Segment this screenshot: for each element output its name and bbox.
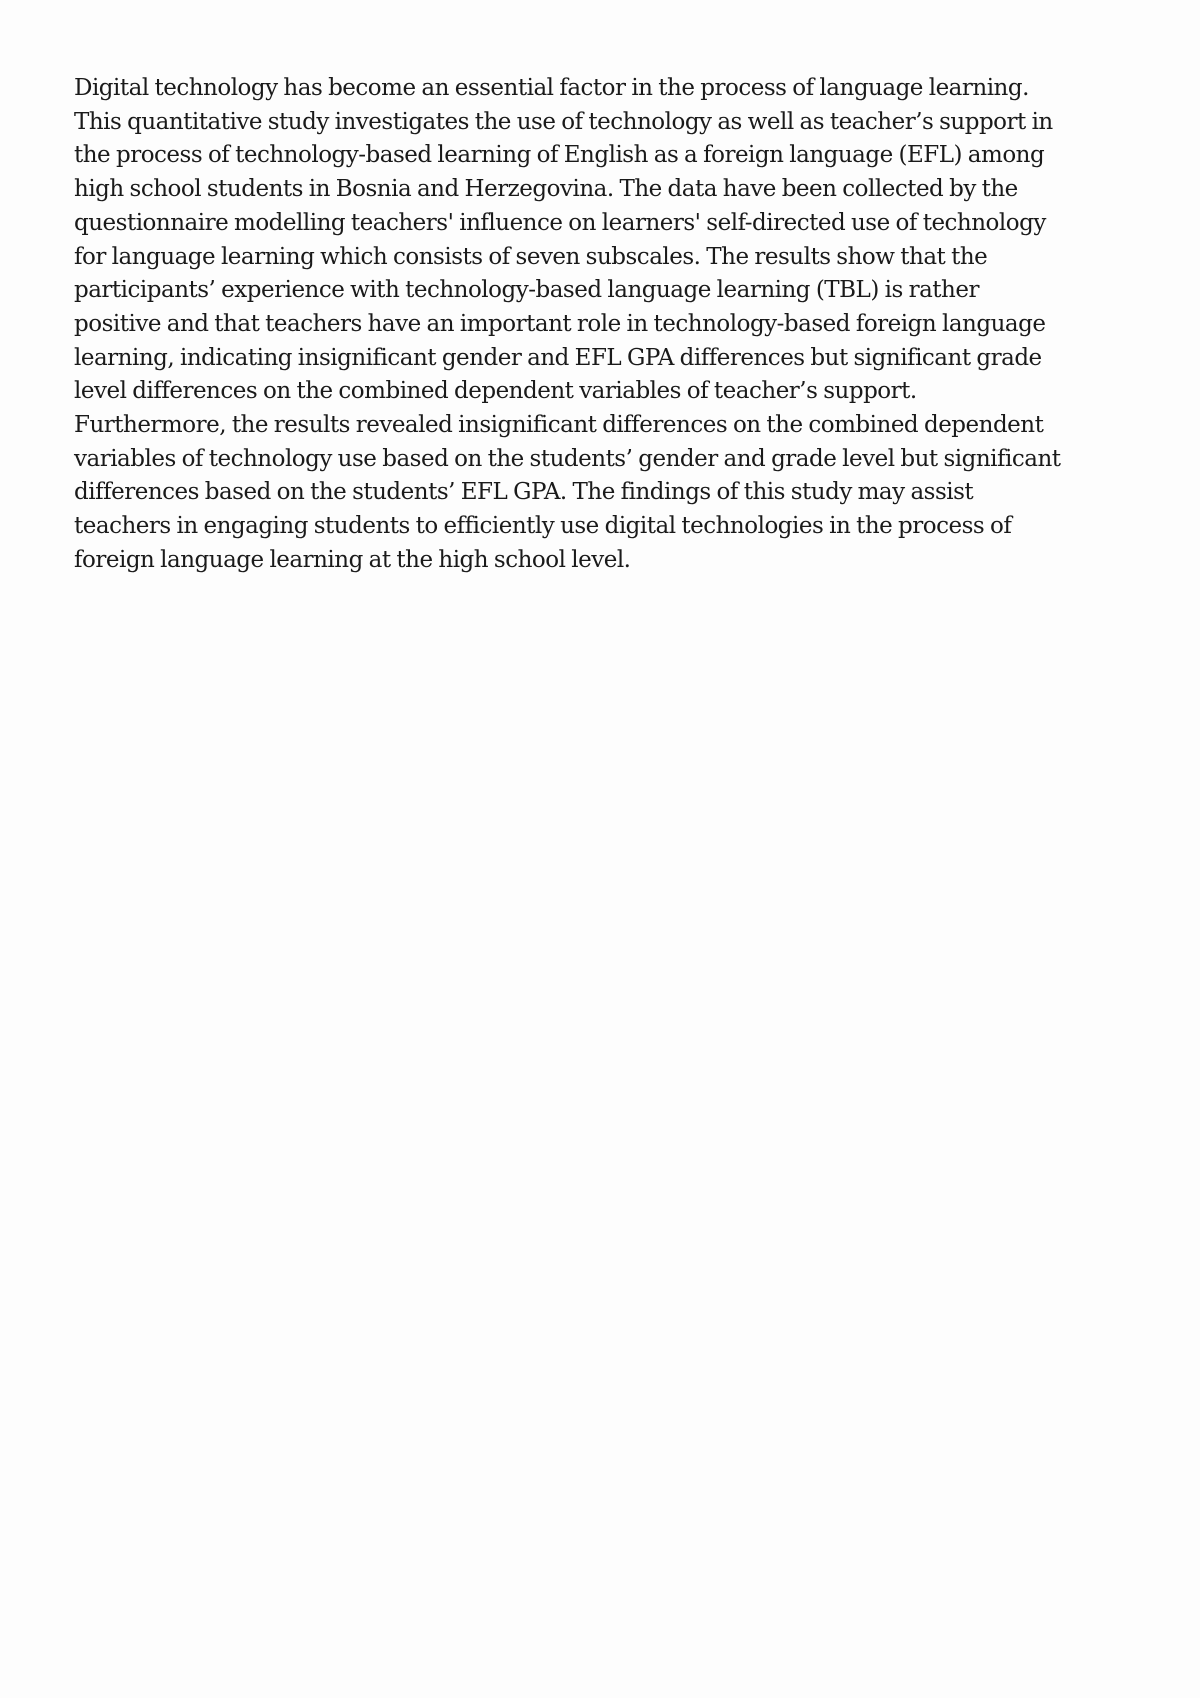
abstract-line: Furthermore, the results revealed insignificant differences on the combined dependent (74, 412, 1044, 439)
abstract-line: Digital technology has become an essential factor in the process of language learning. (74, 75, 1029, 101)
abstract-line: This quantitative study investigates the use of technology as well as teacher’s support in (74, 108, 1053, 135)
abstract-line: teachers in engaging students to efficiently use digital technologies in the process of (74, 513, 1012, 540)
abstract-line: for language learning which consists of seven subscales. The results show that the (74, 243, 988, 270)
abstract-line: positive and that teachers have an important role in technology-based foreign language (74, 310, 1046, 337)
abstract-line: differences based on the students’ EFL GPA. The findings of this study may assist (74, 479, 974, 506)
abstract-line: participants’ experience with technology-based language learning (TBL) is rather (74, 277, 979, 304)
abstract-line: high school students in Bosnia and Herzegovina. The data have been collected by the (74, 176, 1018, 203)
abstract-line: foreign language learning at the high school level. (74, 546, 631, 573)
abstract-line: questionnaire modelling teachers' influence on learners' self-directed use of technology (74, 209, 1046, 236)
abstract-line: learning, indicating insignificant gender and EFL GPA differences but significant grade (74, 344, 1042, 371)
abstract-line: variables of technology use based on the students’ gender and grade level but significant (74, 445, 1061, 472)
abstract-line: the process of technology-based learning of English as a foreign language (EFL) among (74, 142, 1045, 169)
abstract-paragraph (74, 72, 1144, 578)
abstract-line: level differences on the combined dependent variables of teacher’s support. (74, 378, 917, 405)
